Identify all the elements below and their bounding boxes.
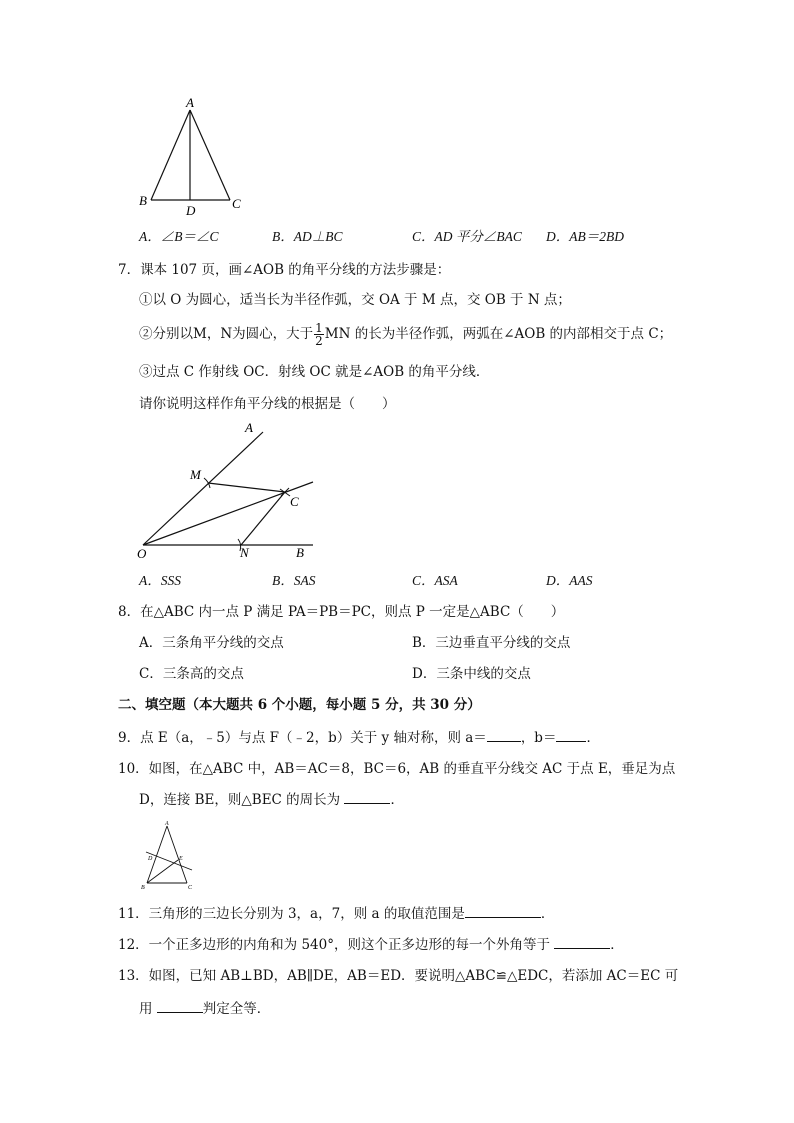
q6-option-a: A．∠B＝∠C [139,229,219,244]
q10-label-d: D [148,856,153,862]
q7-step3: ③过点 C 作射线 OC．射线 OC 就是∠AOB 的角平分线． [139,364,490,380]
q7-step2-pre: ②分别以M，N为圆心，大于 [139,326,314,342]
q10-figure [140,820,200,892]
q6-label-d: D [186,203,196,218]
q12-pre: 12．一个正多边形的内角和为 540°，则这个正多边形的每一个外角等于 [118,937,550,953]
q11-line [118,905,554,922]
q7-step2 [139,322,672,347]
q7-label-m: M [190,467,201,482]
q6-option-c: C．AD 平分∠BAC [412,229,522,244]
q9-post: ． [586,730,600,746]
q9-line [118,729,600,746]
q8-stem: 8．在△ABC 内一点 P 满足 PA＝PB＝PC，则点 P 一定是△ABC（ ） [118,604,565,620]
q6-label-c: C [232,196,241,211]
q10-triangle-diagram [140,820,200,892]
q11-post: ． [540,906,555,922]
q7-option-b: B．SAS [272,573,316,588]
q12-line [118,936,624,953]
section-2-title: 二、填空题（本大题共 6 个小题，每小题 5 分，共 30 分） [118,697,481,713]
q9-pre: 9．点 E（a，﹣5）与点 F（﹣2，b）关于 y 轴对称，则 a＝ [118,730,487,746]
q9-mid: ，b＝ [520,730,557,746]
q13-line2 [139,1000,270,1017]
q10-blank[interactable] [344,791,390,804]
q7-label-b: B [296,545,304,560]
q10-line2-pre: D，连接 BE，则△BEC 的周长为 [139,792,341,808]
q6-option-b: B．AD⊥BC [272,229,343,244]
q7-label-c: C [290,494,299,509]
q10-line1: 10．如图，在△ABC 中，AB＝AC＝8，BC＝6，AB 的垂直平分线交 AC 于点 E，垂足为点 [118,761,676,777]
q13-line2-pre: 用 [139,1001,153,1017]
q11-pre: 11．三角形的三边长分别为 3，a，7，则 a 的取值范围是 [118,906,465,922]
q6-triangle-diagram [130,96,250,221]
q10-label-e: E [179,856,183,862]
q7-label-n: N [240,545,249,560]
q7-angle-diagram [130,420,330,570]
q10-label-b: B [141,885,145,891]
q13-line1: 13．如图，已知 AB⊥BD，AB∥DE，AB＝ED．要说明△ABC≌△EDC，若添加 AC＝EC 可 [118,968,679,984]
q10-line2 [139,791,404,808]
q7-figure [130,420,330,570]
q6-figure [130,96,250,221]
q7-question: 请你说明这样作角平分线的根据是（ ） [139,396,396,412]
q7-frac-numerator: 1 [315,322,323,335]
q6-label-a: A [186,95,194,110]
q9-blank-b[interactable] [556,729,586,742]
q7-option-c: C．ASA [412,573,458,588]
q7-step2-fraction [314,322,324,347]
q6-label-b: B [139,193,147,208]
q7-stem: 7．课本 107 页，画∠AOB 的角平分线的方法步骤是： [118,262,451,278]
q7-option-a: A．SSS [139,573,181,588]
q12-post: ． [610,937,624,953]
q12-blank[interactable] [554,936,610,949]
q8-option-b: B．三边垂直平分线的交点 [412,635,571,651]
q9-blank-a[interactable] [487,729,521,742]
q8-option-c: C．三条高的交点 [139,666,244,682]
q11-blank[interactable] [465,905,541,918]
q8-option-d: D．三条中线的交点 [412,666,531,682]
q13-blank[interactable] [157,1000,203,1013]
q10-label-a: A [165,821,169,827]
q7-option-d: D．AAS [546,573,593,588]
q7-label-o: O [137,546,147,561]
q7-step1: ①以 O 为圆心，适当长为半径作弧，交 OA 于 M 点，交 OB 于 N 点； [139,292,571,308]
q6-option-d: D．AB＝2BD [546,229,624,244]
q10-label-c: C [188,885,193,891]
q8-option-a: A．三条角平分线的交点 [139,635,284,651]
q10-line2-post: ． [390,792,404,808]
q7-label-a: A [245,420,253,435]
q7-step2-post: MN 的长为半径作弧，两弧在∠AOB 的内部相交于点 C； [324,326,672,342]
q13-line2-post: 判定全等． [202,1001,271,1017]
q7-frac-denominator: 2 [315,334,323,347]
